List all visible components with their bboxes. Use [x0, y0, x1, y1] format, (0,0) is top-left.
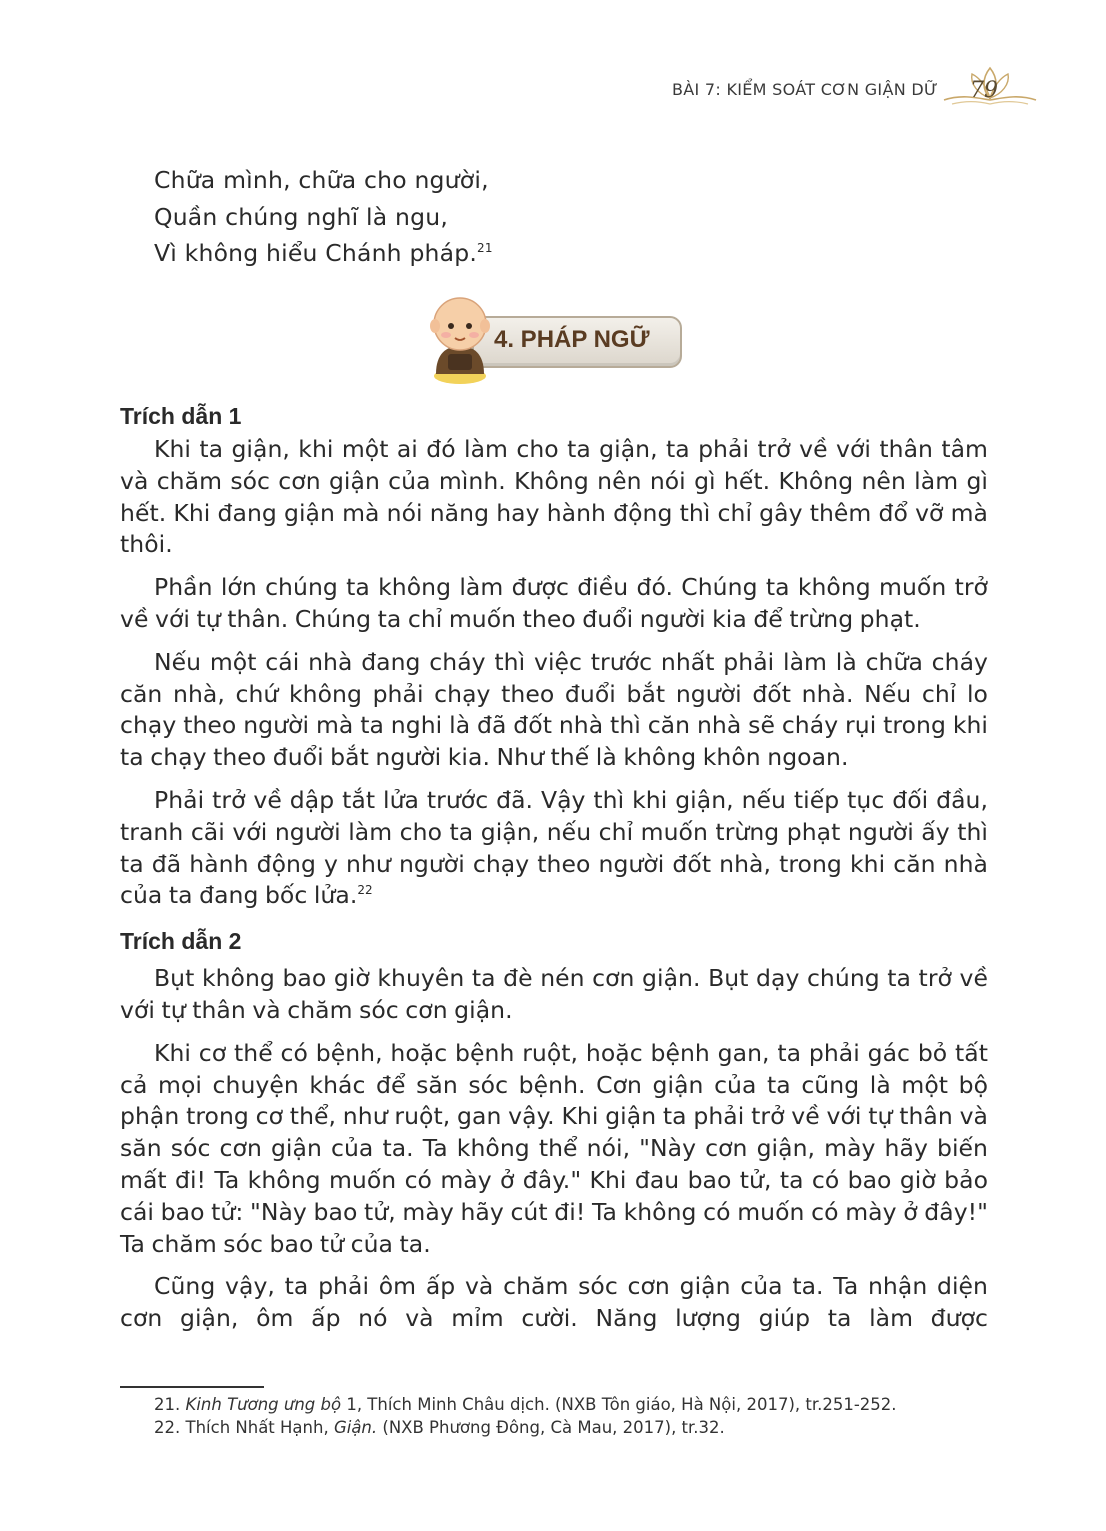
paragraph: Khi cơ thể có bệnh, hoặc bệnh ruột, hoặc bệnh gan, ta phải gác bỏ tất cả mọi chuyện khác để săn sóc bệnh. Cơn giận của ta cũng là một bộ phận trong cơ thể, như ruột, gan vậy. Khi giận ta phải trở về với tự thân và săn sóc cơn giận của ta. Ta không thể nói, "Này cơn giận, mày hãy biến mất đi! Ta không muốn có mày ở đây." Khi đau bao tử, ta có bao giờ bảo cái bao tử: "Này bao tử, mày hãy cút đi! Ta không có muốn có mày ở đây!" Ta chăm sóc bao tử của ta. — [120, 1038, 988, 1258]
footnote: 21. Kinh Tương ưng bộ 1, Thích Minh Châu dịch. (NXB Tôn giáo, Hà Nội, 2017), tr.251-252. — [154, 1395, 897, 1414]
section-title: 4. PHÁP NGỮ — [494, 326, 650, 353]
footnotes — [154, 1393, 897, 1439]
verse-line: Vì không hiểu Chánh pháp.$^{21}$ — [154, 239, 493, 267]
quote-heading: Trích dẫn 2 — [120, 928, 242, 955]
verse-line: Quần chúng nghĩ là ngu, — [154, 202, 449, 231]
footnote-divider — [120, 1386, 264, 1388]
page-header — [638, 74, 1038, 118]
section-badge — [420, 290, 690, 386]
footnote-ref: 22 — [357, 883, 373, 898]
chapter-title: BÀI 7: KIỂM SOÁT CƠN GIẬN DỮ — [671, 80, 938, 99]
monk-mascot-icon — [420, 290, 500, 386]
footnote: 22. Thích Nhất Hạnh, Giận. (NXB Phương Đông, Cà Mau, 2017), tr.32. — [154, 1418, 725, 1437]
verse-line: Chữa mình, chữa cho người, — [154, 166, 489, 194]
paragraph: Phần lớn chúng ta không làm được điều đó. Chúng ta không muốn trở về với tự thân. Chúng ta chỉ muốn theo đuổi người kia để trừng phạt. — [120, 573, 988, 633]
paragraph: Phải trở về dập tắt lửa trước đã. Vậy thì khi giận, nếu tiếp tục đối đầu, tranh cãi với người làm cho ta giận, nếu chỉ muốn trừng phạt người ấy thì ta đã hành động y như người chạy theo người đốt nhà, trong khi căn nhà của ta đang bốc lửa.$^{22}$ — [120, 785, 988, 910]
paragraph: Cũng vậy, ta phải ôm ấp và chăm sóc cơn giận của ta. Ta nhận diện cơn giận, ôm ấp nó và mỉm cười. Năng lượng giúp ta làm được — [120, 1272, 988, 1333]
main-content — [120, 398, 988, 1346]
footnote-ref: 21 — [477, 241, 493, 256]
quote-heading: Trích dẫn 1 — [120, 403, 242, 429]
paragraph: Nếu một cái nhà đang cháy thì việc trước nhất phải làm là chữa cháy căn nhà, chứ không phải chạy theo đuổi bắt người đốt nhà. Nếu chỉ lo chạy theo người mà ta nghi là đã đốt nhà thì căn nhà sẽ cháy rụi trong khi ta chạy theo đuổi bắt người kia. Như thế là không khôn ngoan. — [120, 647, 988, 772]
page-number: 79 — [970, 78, 998, 103]
verse — [154, 162, 493, 272]
paragraph: Khi ta giận, khi một ai đó làm cho ta giận, ta phải trở về với thân tâm và chăm sóc cơn giận của mình. Không nên nói gì hết. Không nên làm gì hết. Khi đang giận mà nói năng hay hành động thì chỉ gây thêm đổ vỡ mà thôi. — [120, 435, 988, 559]
paragraph: Bụt không bao giờ khuyên ta đè nén cơn giận. Bụt dạy chúng ta trở về với tự thân và chăm sóc cơn giận. — [120, 964, 988, 1024]
